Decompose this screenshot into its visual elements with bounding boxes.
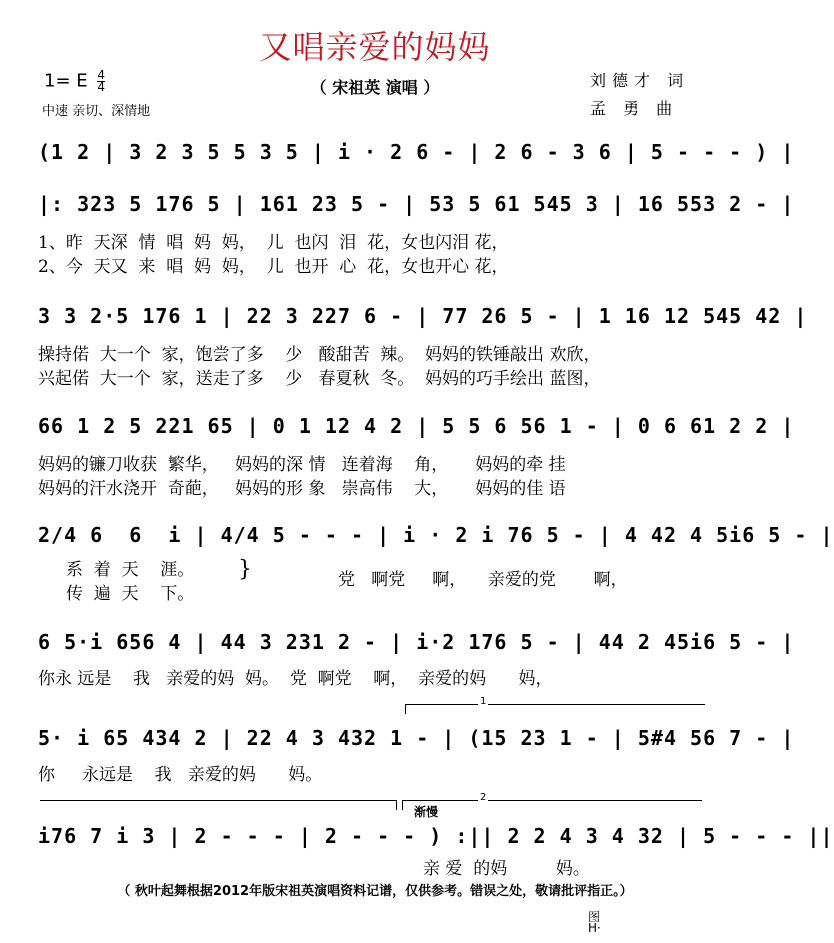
score-line-3 xyxy=(38,304,808,389)
brace: } xyxy=(238,557,252,582)
lyric-line-5-verse-2: 传 遍 天 下。 xyxy=(66,584,195,604)
notes-line-5: 2/4 6 6 i | 4/4 5 - - - | i · 2 i 76 5 - | 4 42 4 5i6 5 - | xyxy=(38,523,834,547)
notes-line-1: (1 2 | 3 2 3 5 5 3 5 | i · 2 6 - | 2 6 - 3 6 | 5 - - - ) | xyxy=(38,140,795,164)
song-title: 又唱亲爱的妈妈 xyxy=(259,28,491,66)
tempo-marking: 中速 亲切、深情地 xyxy=(42,104,151,119)
score-line-8 xyxy=(38,824,834,884)
lyric-line-2-verse-2: 2、今 天又 来 唱 妈 妈， 儿 也开 心 花，女也开心 花， xyxy=(38,257,509,277)
notes-line-2: |: 323 5 176 5 | 161 23 5 - | 53 5 61 545 3 | 16 553 2 - | xyxy=(38,192,795,216)
score-line-7 xyxy=(38,726,795,786)
lyric-line-3-verse-2: 兴起偌 大一个 家，送走了多 少 春夏秋 冬。 妈妈的巧手绘出 蓝图， xyxy=(38,369,601,389)
notes-line-4: 66 1 2 5 221 65 | 0 1 12 4 2 | 5 5 6 56 1 - | 0 6 61 2 2 | xyxy=(38,414,795,438)
notes-line-7: 5· i 65 434 2 | 22 4 3 432 1 - | (15 23 1 - | 5#4 56 7 - | xyxy=(38,726,795,750)
score-line-4 xyxy=(38,414,795,499)
volta-1-end-hook xyxy=(396,800,397,810)
volta-2-label: 2 xyxy=(480,792,487,803)
time-top: 4 xyxy=(97,68,106,82)
volta-2-hook xyxy=(402,800,403,810)
composer-credit: 孟 勇 曲 xyxy=(590,99,679,118)
singer-credit: （ 宋祖英 演唱 ） xyxy=(310,78,440,97)
volta-1-continuation xyxy=(40,800,396,801)
key-label: 1= E xyxy=(44,70,88,92)
volta-1-label: 1 xyxy=(480,696,487,707)
score-line-1 xyxy=(38,140,795,166)
score-line-2 xyxy=(38,192,795,277)
lyric-line-7: 你 永远是 我 亲爱的妈 妈。 xyxy=(38,765,323,785)
volta-1-hook xyxy=(405,704,406,714)
lyric-line-4-verse-1: 妈妈的镰刀收获 繁华， 妈妈的深 情 连着海 角， 妈妈的牵 挂 xyxy=(38,455,566,475)
lyric-line-5-chorus: 党 啊党 啊， 亲爱的党 啊， xyxy=(338,570,628,590)
notes-line-6: 6 5·i 656 4 | 44 3 231 2 - | i·2 176 5 - | 44 2 45i6 5 - | xyxy=(38,630,795,654)
lyric-line-3-verse-1: 操持偌 大一个 家，饱尝了多 少 酸甜苦 辣。 妈妈的铁锤敲出 欢欣， xyxy=(38,345,601,365)
lyric-line-8: 亲 爱 的妈 妈。 xyxy=(423,859,590,879)
notes-line-8: i76 7 i 3 | 2 - - - | 2 - - - ) :|| 2 2 4 3 4 32 | 5 - - - || xyxy=(38,824,834,848)
tempo-slowing: 渐慢 xyxy=(414,805,439,819)
volta-1-bracket xyxy=(405,704,705,705)
lyric-line-4-verse-2: 妈妈的汗水浇开 奇葩， 妈妈的形 象 崇高伟 大， 妈妈的佳 语 xyxy=(38,479,566,499)
lyricist-credit: 刘德才 词 xyxy=(590,71,690,90)
notes-line-3: 3 3 2·5 176 1 | 22 3 227 6 - | 77 26 5 - | 1 16 12 545 42 | xyxy=(38,304,808,328)
footnote: （ 秋叶起舞根据2012年版宋祖英演唱资料记谱，仅供参考。错误之处，敬请批评指正。） xyxy=(117,884,633,899)
volta-2-bracket xyxy=(402,800,702,801)
lyric-line-2-verse-1: 1、昨 天深 情 唱 妈 妈， 儿 也闪 泪 花，女也闪泪 花， xyxy=(38,233,509,253)
lyric-line-5-verse-1: 系 着 天 涯。 xyxy=(66,560,195,580)
corner-stamp: 图 H· xyxy=(588,910,601,935)
score-line-5 xyxy=(38,523,834,604)
score-line-6 xyxy=(38,630,795,690)
lyric-line-6: 你永 远是 我 亲爱的妈 妈。 党 啊党 啊， 亲爱的妈 妈， xyxy=(38,669,553,689)
time-bottom: 4 xyxy=(97,80,106,94)
